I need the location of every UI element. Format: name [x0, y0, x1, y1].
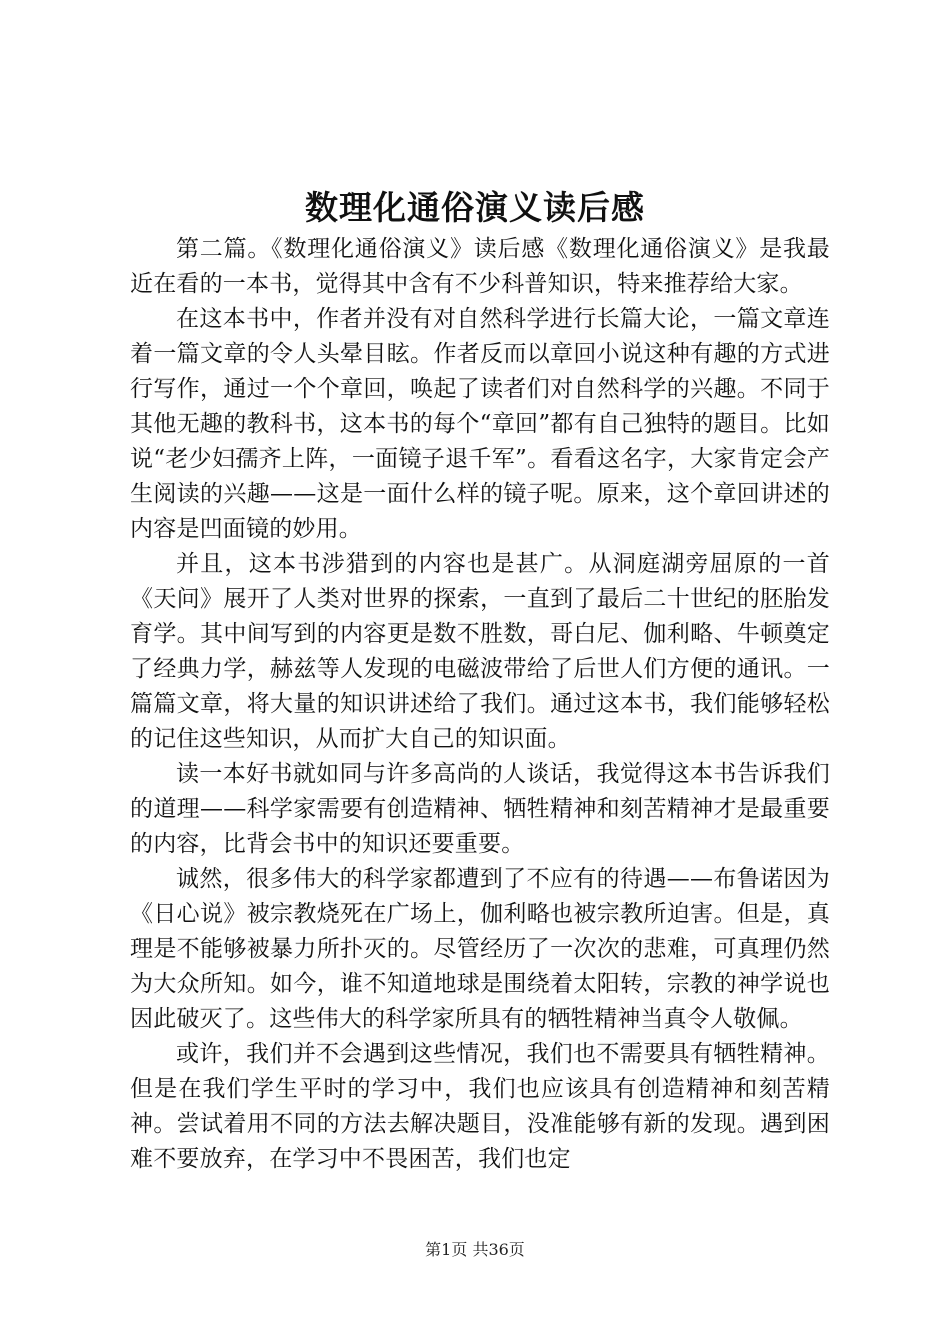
document-title: 数理化通俗演义读后感 — [305, 188, 645, 227]
page-number-footer: 第1页 共36页 — [425, 1240, 525, 1259]
paragraph: 或许，我们并不会遇到这些情况，我们也不需要具有牺牲精神。但是在我们学生平时的学习中，我们也应该具有创造精神和刻苦精神。尝试着用不同的方法去解决题目，没准能够有新的发现。遇到困难不要放弃，在学习中不畏困苦，我们也定 — [130, 1041, 830, 1172]
paragraph: 在这本书中，作者并没有对自然科学进行长篇大论，一篇文章连着一篇文章的令人头晕目眩。作者反而以章回小说这种有趣的方式进行写作，通过一个个章回，唤起了读者们对自然科学的兴趣。不同于其他无趣的教科书，这本书的每个“章回”都有自己独特的题目。比如说“老少妇孺齐上阵，一面镜子退千军”。看看这名字，大家肯定会产生阅读的兴趣——这是一面什么样的镜子呢。原来，这个章回讲述的内容是凹面镜的妙用。 — [130, 306, 830, 542]
paragraph: 第二篇。《数理化通俗演义》读后感《数理化通俗演义》是我最近在看的一本书，觉得其中含有不少科普知识，特来推荐给大家。 — [130, 236, 830, 297]
paragraph: 读一本好书就如同与许多高尚的人谈话，我觉得这本书告诉我们的道理——科学家需要有创造精神、牺牲精神和刻苦精神才是最重要的内容，比背会书中的知识还要重要。 — [130, 761, 830, 857]
document-body — [130, 232, 830, 1177]
paragraph: 并且，这本书涉猎到的内容也是甚广。从洞庭湖旁屈原的一首《天问》展开了人类对世界的探索，一直到了最后二十世纪的胚胎发育学。其中间写到的内容更是数不胜数，哥白尼、伽利略、牛顿奠定了经典力学，赫兹等人发现的电磁波带给了后世人们方便的通讯。一篇篇文章，将大量的知识讲述给了我们。通过这本书，我们能够轻松的记住这些知识，从而扩大自己的知识面。 — [130, 551, 830, 752]
paragraph: 诚然，很多伟大的科学家都遭到了不应有的待遇——布鲁诺因为《日心说》被宗教烧死在广场上，伽利略也被宗教所迫害。但是，真理是不能够被暴力所扑灭的。尽管经历了一次次的悲难，可真理仍然为大众所知。如今，谁不知道地球是围绕着太阳转，宗教的神学说也因此破灭了。这些伟大的科学家所具有的牺牲精神当真令人敬佩。 — [130, 866, 830, 1032]
